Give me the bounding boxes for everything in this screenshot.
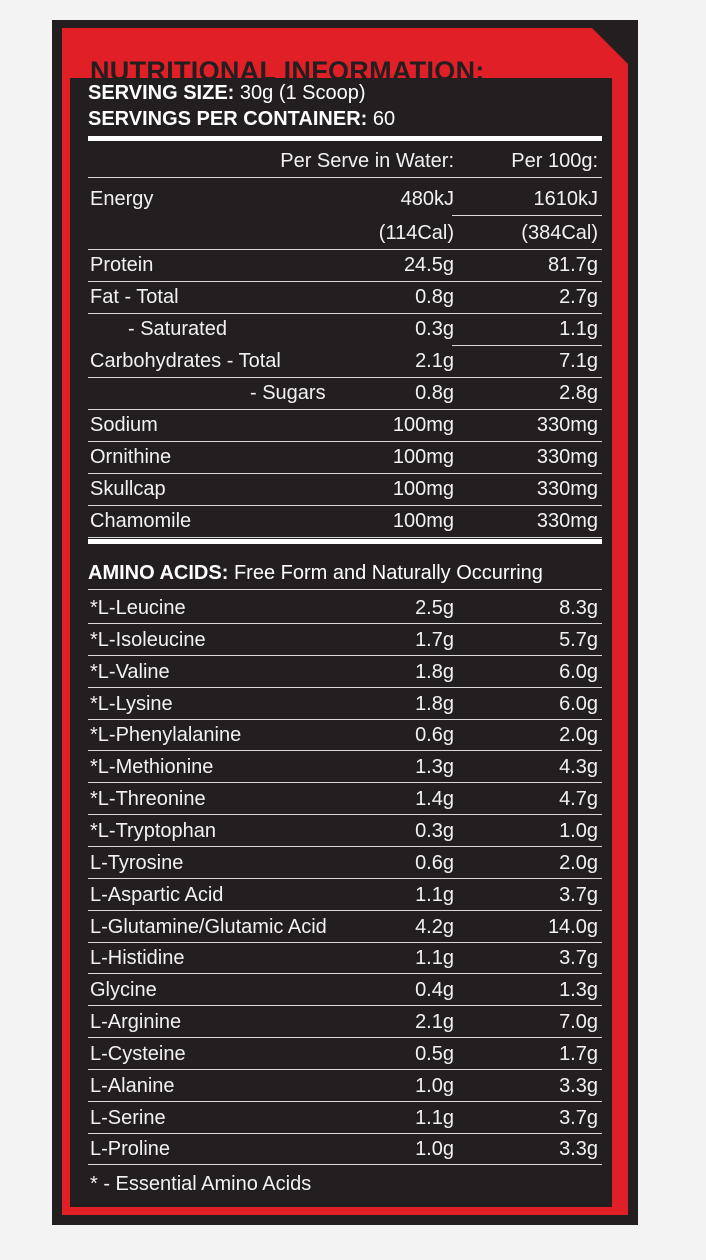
row-per-100g: 6.0g [559,692,598,715]
row-per-serve: 0.5g [415,1042,454,1065]
row-per-100g: 330mg [536,414,598,436]
table-row [88,974,602,1006]
row-per-serve: 1.8g [415,692,454,715]
amino-heading-label: AMINO ACIDS: [88,562,229,584]
row-per-serve: 100mg [392,446,454,468]
row-per-100g: 1.3g [559,979,598,1002]
amino-acids-heading [88,557,602,589]
row-per-serve: 0.8g [415,382,454,404]
row-per-serve: 1.1g [415,947,454,970]
row-per-100g: 2.0g [559,724,598,747]
table-row [88,1102,602,1134]
row-per-serve: 1.1g [415,883,454,906]
table-row [88,911,602,943]
table-row [88,751,602,783]
row-per-100g: 5.7g [559,628,598,651]
table-row [88,313,602,345]
nutrition-title: NUTRITIONAL INFORMATION: [90,56,485,86]
row-per-100g: 3.7g [559,1106,598,1129]
row-per-100g: (384Cal) [521,222,598,244]
col-per-100g: Per 100g: [511,150,598,172]
table-row [88,783,602,815]
row-per-100g: 330mg [536,446,598,468]
table-row [88,1038,602,1070]
amino-subheading: Free Form and Naturally Occurring [233,562,543,584]
footnote: * - Essential Amino Acids [90,1173,312,1195]
row-label: L-Tyrosine [90,851,184,874]
row-label: Glycine [90,979,157,1002]
row-label: L-Histidine [90,947,185,970]
row-per-100g: 6.0g [559,660,598,683]
row-per-serve: 1.0g [415,1074,454,1097]
row-label: *L-Tryptophan [90,819,216,842]
row-label: L-Aspartic Acid [90,883,224,906]
row-per-serve: 0.3g [415,318,454,340]
table-row [88,624,602,656]
row-per-serve: 0.3g [415,819,454,842]
table-row [88,719,602,751]
row-label: *L-Valine [90,660,170,683]
table-row [88,688,602,720]
row-per-100g: 4.3g [559,756,598,779]
table-row [88,345,602,377]
row-divider [88,589,602,590]
nutrition-panel [52,20,638,1225]
table-row [88,505,602,537]
row-label: Ornithine [90,446,172,468]
row-label: Fat - Total [90,286,179,308]
row-divider [452,215,602,216]
servings-per-container-value: 60 [372,108,396,130]
table-row [88,249,602,281]
row-label: L-Alanine [90,1074,175,1097]
row-per-100g: 2.8g [559,382,598,404]
serving-size-label: SERVING SIZE: [88,82,235,104]
row-per-100g: 7.0g [559,1011,598,1034]
row-per-serve: 100mg [392,414,454,436]
table-row [88,473,602,505]
row-label: Sodium [90,414,158,436]
table-row [88,592,602,624]
row-per-100g: 1.7g [559,1042,598,1065]
table-row [88,409,602,441]
row-per-100g: 14.0g [547,915,598,938]
row-divider [88,177,602,178]
row-label: *L-Lysine [90,692,173,715]
row-label: *L-Threonine [90,788,206,811]
row-label: - Saturated [128,318,227,340]
row-per-serve: 1.8g [415,660,454,683]
row-per-100g: 330mg [536,478,598,500]
row-per-serve: 1.3g [415,756,454,779]
table-row [88,656,602,688]
row-per-100g: 1610kJ [533,188,598,210]
row-per-serve: 2.1g [415,1011,454,1034]
table-row [88,879,602,911]
table-row [88,377,602,409]
table-row [88,281,602,313]
row-label: *L-Methionine [90,756,214,779]
thick-divider [88,539,602,544]
row-per-100g: 330mg [536,510,598,532]
row-per-100g: 4.7g [559,788,598,811]
row-per-serve: 2.1g [415,350,454,372]
row-per-100g: 8.3g [559,597,598,619]
row-label: *L-Leucine [90,597,186,619]
row-per-serve: 1.7g [415,628,454,651]
row-per-serve: 2.5g [415,597,454,619]
row-label: L-Proline [90,1138,171,1161]
row-label: L-Cysteine [90,1042,186,1065]
row-label: Chamomile [90,510,192,532]
row-per-serve: 0.4g [415,979,454,1002]
table-row [88,217,602,249]
servings-per-container [88,108,395,130]
row-label: Protein [90,254,154,276]
row-per-100g: 2.7g [559,286,598,308]
table-row [88,1006,602,1038]
table-row [88,942,602,974]
row-label: Energy [90,188,154,210]
row-per-serve: 480kJ [400,188,454,210]
row-divider [88,537,602,538]
table-row [88,183,602,215]
table-row [88,847,602,879]
row-per-serve: 4.2g [415,915,454,938]
table-row [88,1133,602,1165]
row-label: Skullcap [90,478,166,500]
row-per-serve: 0.6g [415,724,454,747]
table-row [88,1070,602,1102]
row-per-serve: 0.8g [415,286,454,308]
serving-size [88,82,366,104]
row-per-100g: 3.3g [559,1074,598,1097]
table-row [88,441,602,473]
row-per-serve: 100mg [392,510,454,532]
row-per-serve: 24.5g [403,254,454,276]
row-label: *L-Phenylalanine [90,724,242,747]
row-label: Carbohydrates - Total [90,350,281,372]
row-per-serve: 100mg [392,478,454,500]
row-label: - Sugars [250,382,326,404]
row-per-100g: 2.0g [559,851,598,874]
row-label: *L-Isoleucine [90,628,206,651]
row-per-100g: 7.1g [559,350,598,372]
row-per-serve: 1.1g [415,1106,454,1129]
row-per-serve: 1.0g [415,1138,454,1161]
row-per-100g: 3.7g [559,947,598,970]
row-label: L-Serine [90,1106,166,1129]
servings-per-container-label: SERVINGS PER CONTAINER: [88,108,368,130]
row-per-100g: 1.1g [559,318,598,340]
table-row [88,815,602,847]
row-per-serve: 0.6g [415,851,454,874]
row-divider [88,1164,602,1165]
thick-divider [88,136,602,141]
column-header [88,145,602,177]
row-per-serve: (114Cal) [378,222,454,244]
row-per-100g: 1.0g [559,819,598,842]
serving-size-value: 30g (1 Scoop) [239,82,366,104]
row-label: L-Glutamine/Glutamic Acid [90,915,327,938]
row-per-100g: 3.3g [559,1138,598,1161]
col-per-serve: Per Serve in Water: [280,150,454,172]
row-per-100g: 81.7g [547,254,598,276]
row-per-100g: 3.7g [559,883,598,906]
row-label: L-Arginine [90,1011,182,1034]
row-per-serve: 1.4g [415,788,454,811]
